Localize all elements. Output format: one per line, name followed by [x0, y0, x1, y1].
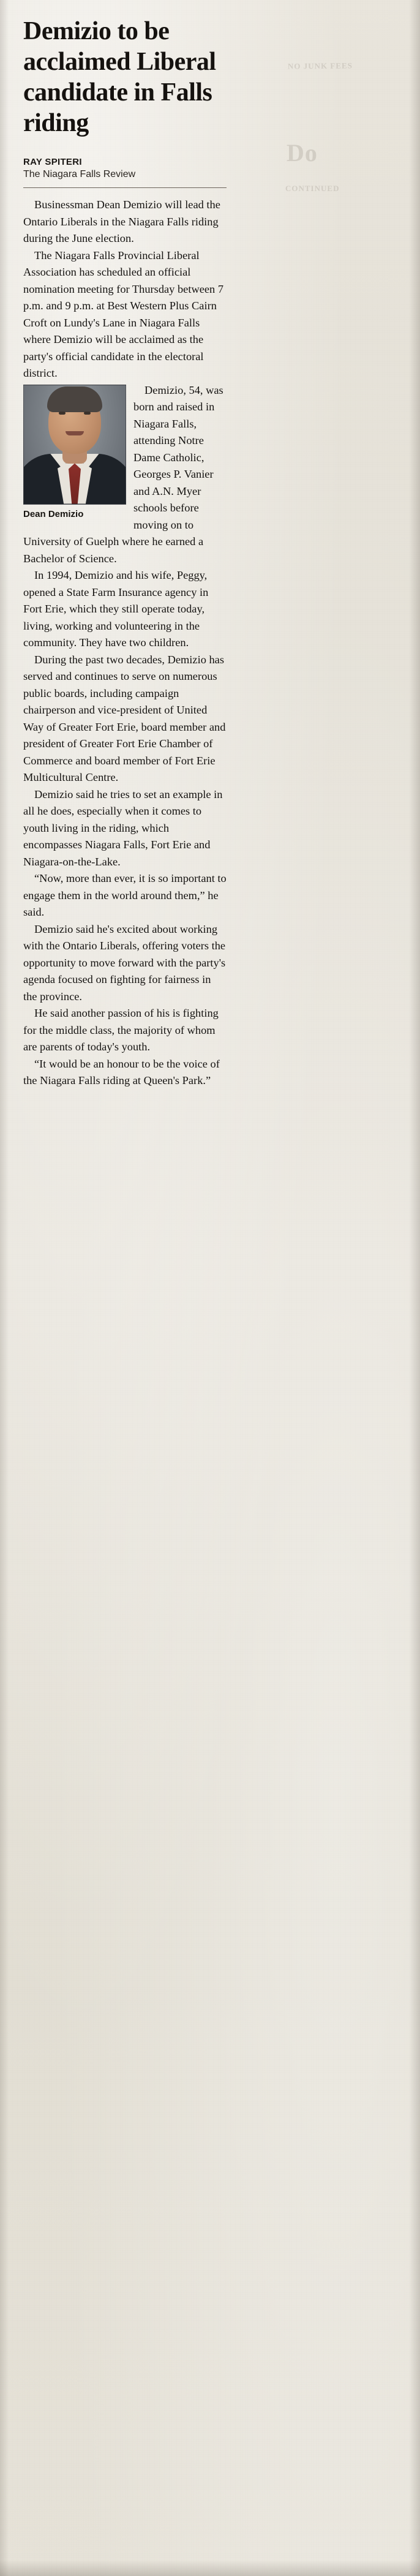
portrait-hair — [47, 386, 102, 412]
byline-publication: The Niagara Falls Review — [23, 169, 136, 179]
article-paragraph: Demizio, 54, was born and raised in Niagara Falls, attending Notre Dame Catholic, Georges P. Vanier and A.N. Myer schools before moving on to University of Guelph where he earned a Bachelor of Science. — [23, 383, 223, 565]
bleed-through-text-1: NO JUNK FEES — [287, 61, 353, 71]
dean-demizio-portrait — [23, 385, 126, 505]
article-paragraph: During the past two decades, Demizio has served and continues to serve on numerous public boards, including campaign chairperson and vice-president of United Way of Greater Fort Erie, board member and president of Greater Fort Erie Chamber of Commerce and board member of Fort Erie Multicultural Centre. — [23, 653, 226, 783]
bleed-through-text-2: Do — [287, 139, 318, 167]
bleed-through-text-3: CONTINUED — [285, 184, 340, 193]
article-body — [23, 197, 227, 1090]
portrait-eye-right — [84, 412, 91, 415]
article-photo-figure — [23, 385, 126, 520]
article-paragraph: He said another passion of his is fighting for the middle class, the majority of whom are parents of today's youth. — [23, 1007, 219, 1053]
portrait-eye-left — [59, 412, 66, 415]
page-right-edge-shadow — [409, 0, 420, 2576]
page-bottom-edge-shadow — [0, 2560, 420, 2576]
article-paragraph: Businessman Dean Demizio will lead the Ontario Liberals in the Niagara Falls riding during the June election. — [23, 198, 220, 244]
byline-divider — [23, 187, 227, 188]
article-paragraph: Demizio said he tries to set an example in all he does, especially when it comes to youth living in the riding, which encompasses Niagara Falls, Fort Erie and Niagara-on-the-Lake. — [23, 788, 223, 868]
byline-author: RAY SPITERI — [23, 157, 82, 167]
article-paragraph: In 1994, Demizio and his wife, Peggy, opened a State Farm Insurance agency in Fort Erie, which they still operate today, living, working and volunteering in the community. They have two children. — [23, 569, 209, 649]
headline: Demizio to be acclaimed Liberal candidate in Falls riding — [23, 17, 216, 137]
article-paragraph: “It would be an honour to be the voice of the Niagara Falls riding at Queen's Park.” — [23, 1057, 220, 1087]
article-column — [23, 16, 227, 1090]
portrait-mouth — [66, 431, 84, 435]
article-paragraph: Demizio said he's excited about working with the Ontario Liberals, offering voters the opportunity to move forward with the party's agenda focused on fighting for fairness in the province. — [23, 922, 226, 1003]
article-paragraph: “Now, more than ever, it is so important to engage them in the world around them,” he said. — [23, 872, 227, 918]
photo-caption: Dean Demizio — [23, 508, 84, 519]
page-left-edge-shadow — [0, 0, 9, 2576]
article-paragraph: The Niagara Falls Provincial Liberal Association has scheduled an official nomination meeting for Thursday between 7 p.m. and 9 p.m. at Best Western Plus Cairn Croft on Lundy's Lane in Niagara Falls where Demizio will be acclaimed as the party's official candidate in the electoral district. — [23, 249, 224, 379]
